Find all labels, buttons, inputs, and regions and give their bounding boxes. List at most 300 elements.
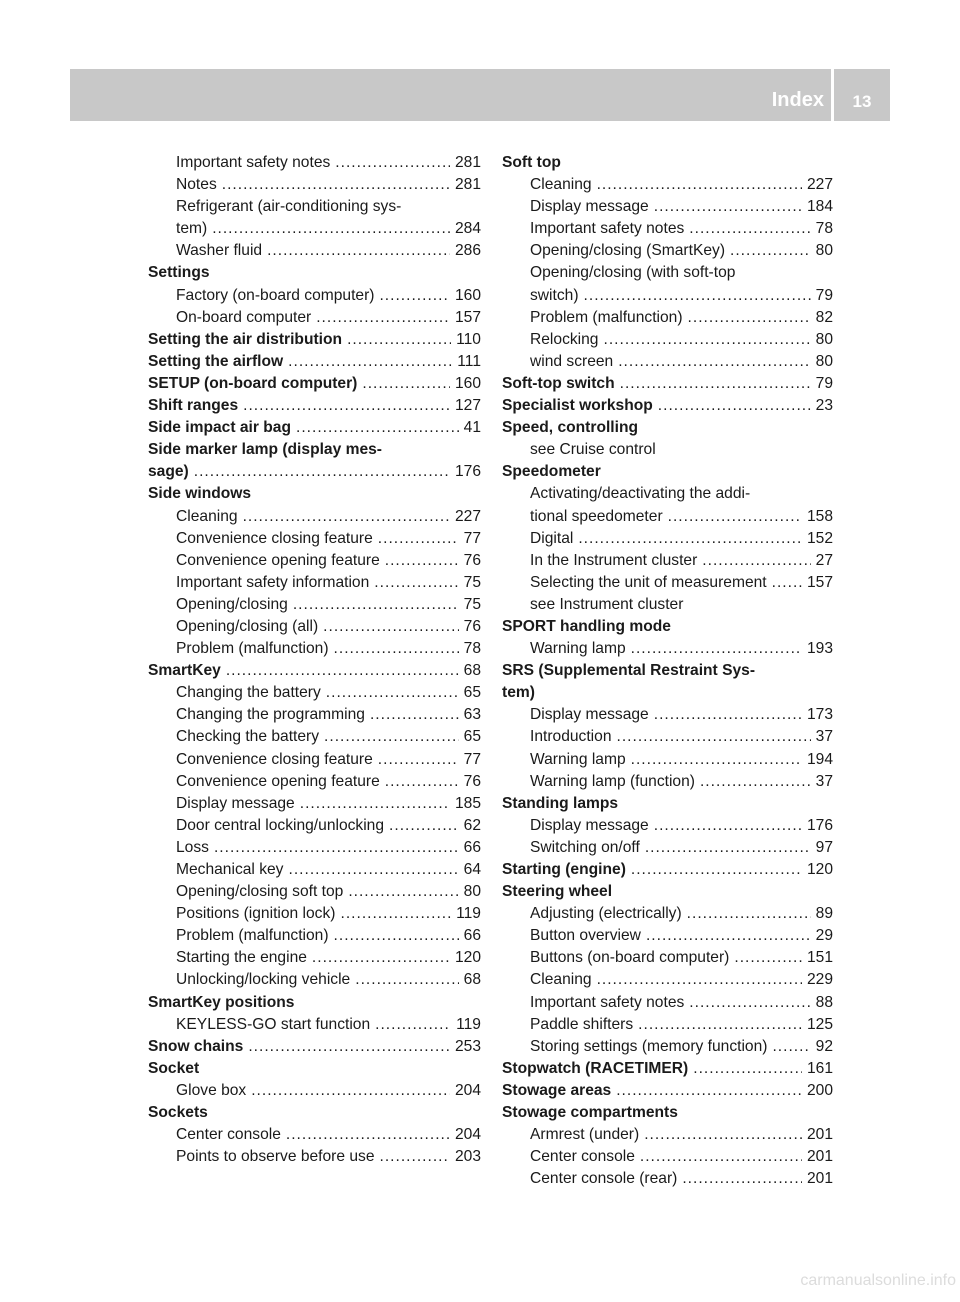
page-ref: 125 xyxy=(806,1015,833,1033)
page-ref: 204 xyxy=(454,1081,481,1099)
index-subentry xyxy=(502,483,833,505)
index-entry xyxy=(148,439,481,461)
dot-leader xyxy=(730,240,811,262)
index-subentry xyxy=(502,903,833,925)
index-term: tional speedometer xyxy=(530,507,663,525)
page-ref: 157 xyxy=(454,308,481,326)
index-subentry xyxy=(148,285,481,307)
dot-leader xyxy=(654,196,802,218)
page-ref: 88 xyxy=(815,993,833,1011)
index-term: SETUP (on-board computer) xyxy=(148,374,358,392)
page-ref: 184 xyxy=(806,198,833,216)
dot-leader xyxy=(385,771,459,793)
index-subentry xyxy=(148,903,481,925)
index-term: Opening/closing xyxy=(176,595,288,613)
index-subentry xyxy=(148,307,481,329)
page-ref: 62 xyxy=(463,816,481,834)
index-entry xyxy=(502,1080,833,1102)
index-subentry xyxy=(148,969,481,991)
index-entry xyxy=(148,1102,481,1124)
dot-leader xyxy=(700,771,811,793)
page-ref: 92 xyxy=(815,1037,833,1055)
index-entry xyxy=(502,417,833,439)
index-entry xyxy=(148,483,481,505)
index-subentry xyxy=(502,947,833,969)
dot-leader xyxy=(654,704,802,726)
page-ref: 110 xyxy=(456,330,481,348)
index-term: Positions (ignition lock) xyxy=(176,905,336,923)
dot-leader xyxy=(286,1124,450,1146)
dot-leader xyxy=(693,1058,802,1080)
dot-leader xyxy=(603,329,810,351)
index-term: Important safety notes xyxy=(530,993,685,1011)
page-ref: 89 xyxy=(815,905,833,923)
index-subentry xyxy=(502,550,833,572)
page-ref: 157 xyxy=(806,573,833,591)
page-ref: 161 xyxy=(806,1059,833,1077)
dot-leader xyxy=(620,373,811,395)
index-subentry xyxy=(148,837,481,859)
dot-leader xyxy=(293,594,459,616)
page-ref: 68 xyxy=(463,662,481,680)
index-subentry xyxy=(502,174,833,196)
index-entry xyxy=(502,1058,833,1080)
page-ref: 64 xyxy=(463,861,481,878)
page-ref: 27 xyxy=(815,551,833,569)
index-subentry xyxy=(148,925,481,947)
index-subentry xyxy=(502,1168,833,1190)
index-term: Settings xyxy=(148,264,210,282)
index-term: Introduction xyxy=(530,728,612,746)
page-ref: 76 xyxy=(463,551,481,569)
index-entry xyxy=(148,351,481,373)
page-ref: 80 xyxy=(463,883,481,901)
index-entry xyxy=(148,1036,481,1058)
index-subentry xyxy=(502,218,833,240)
index-term: Side impact air bag xyxy=(148,419,291,437)
dot-leader xyxy=(334,638,459,660)
dot-leader xyxy=(334,925,459,947)
index-term: Convenience opening feature xyxy=(176,551,380,569)
index-entry xyxy=(148,461,481,483)
dot-leader xyxy=(631,749,802,771)
index-entry xyxy=(502,660,833,682)
index-term: Side marker lamp (display mes- xyxy=(148,441,383,459)
index-subentry xyxy=(148,815,481,837)
index-subentry xyxy=(502,196,833,218)
index-entry xyxy=(148,992,481,1014)
index-term: In the Instrument cluster xyxy=(530,551,698,569)
index-subentry xyxy=(148,152,481,174)
page-ref: 185 xyxy=(454,794,481,812)
dot-leader xyxy=(378,749,459,771)
page-ref: 158 xyxy=(806,507,833,525)
index-term: Refrigerant (air-conditioning sys- xyxy=(176,198,402,216)
index-subentry xyxy=(502,771,833,793)
index-term: Changing the programming xyxy=(176,706,365,724)
dot-leader xyxy=(296,417,459,439)
index-subentry xyxy=(502,749,833,771)
index-subentry xyxy=(148,881,481,903)
dot-leader xyxy=(370,704,459,726)
index-term: Digital xyxy=(530,529,574,547)
dot-leader xyxy=(347,329,451,351)
dot-leader xyxy=(702,550,810,572)
index-term: Buttons (on-board computer) xyxy=(530,949,730,967)
index-term: Checking the battery xyxy=(176,728,320,746)
dot-leader xyxy=(267,240,450,262)
dot-leader xyxy=(682,1168,802,1190)
index-subentry xyxy=(502,704,833,726)
index-entry xyxy=(502,373,833,395)
index-subentry xyxy=(148,594,481,616)
index-column-right xyxy=(502,152,833,1190)
index-subentry xyxy=(148,528,481,550)
index-subentry xyxy=(148,726,481,748)
index-subentry xyxy=(502,1146,833,1168)
page-ref: 76 xyxy=(463,772,481,790)
page-ref: 253 xyxy=(454,1037,481,1055)
dot-leader xyxy=(243,506,450,528)
index-term: Notes xyxy=(176,176,217,194)
index-term: Standing lamps xyxy=(502,794,619,812)
dot-leader xyxy=(362,373,450,395)
index-entry xyxy=(148,1058,481,1080)
page-ref: 75 xyxy=(463,573,481,591)
index-entry xyxy=(502,1102,833,1124)
index-subentry xyxy=(502,969,833,991)
index-term: Important safety notes xyxy=(530,220,685,238)
dot-leader xyxy=(300,793,450,815)
index-entry xyxy=(148,660,481,682)
page-ref: 41 xyxy=(463,419,481,437)
index-entry xyxy=(502,395,833,417)
index-entry xyxy=(502,616,833,638)
page-ref: 80 xyxy=(815,330,833,348)
index-term: Opening/closing (all) xyxy=(176,617,319,635)
index-subentry xyxy=(502,925,833,947)
index-subentry xyxy=(148,704,481,726)
dot-leader xyxy=(243,395,450,417)
dot-leader xyxy=(251,1080,450,1102)
index-term: Points to observe before use xyxy=(176,1148,375,1166)
index-subentry xyxy=(502,594,833,616)
index-term: see Instrument cluster xyxy=(530,595,684,613)
index-term: Display message xyxy=(176,794,295,812)
index-term: Warning lamp xyxy=(530,750,626,768)
page-ref: 23 xyxy=(815,397,833,415)
page-ref: 65 xyxy=(463,728,481,746)
index-term: Display message xyxy=(530,706,649,724)
index-subentry xyxy=(148,1124,481,1146)
index-subentry xyxy=(148,174,481,196)
index-term: SmartKey positions xyxy=(148,993,295,1011)
index-column-left xyxy=(148,152,481,1168)
index-entry xyxy=(148,329,481,351)
dot-leader xyxy=(597,174,802,196)
dot-leader xyxy=(222,174,450,196)
index-term: Soft-top switch xyxy=(502,374,615,392)
index-term: Starting (engine) xyxy=(502,861,626,878)
index-term: SmartKey xyxy=(148,662,221,680)
page-ref: 200 xyxy=(806,1081,833,1099)
index-subentry xyxy=(502,528,833,550)
page-ref: 65 xyxy=(463,684,481,702)
index-term: SRS (Supplemental Restraint Sys- xyxy=(502,662,756,680)
page-ref: 120 xyxy=(454,949,481,967)
index-subentry xyxy=(502,992,833,1014)
index-subentry xyxy=(502,240,833,262)
index-subentry xyxy=(148,616,481,638)
dot-leader xyxy=(378,528,459,550)
index-term: Speedometer xyxy=(502,463,601,481)
index-entry xyxy=(502,859,833,881)
index-subentry xyxy=(502,638,833,660)
index-subentry xyxy=(148,682,481,704)
index-term: Unlocking/locking vehicle xyxy=(176,971,351,989)
dot-leader xyxy=(578,528,802,550)
dot-leader xyxy=(668,506,802,528)
page-ref: 80 xyxy=(815,242,833,260)
page-ref: 201 xyxy=(806,1126,833,1144)
index-subentry xyxy=(502,837,833,859)
index-subentry xyxy=(502,439,833,461)
dot-leader xyxy=(631,859,802,881)
page-ref: 75 xyxy=(463,595,481,613)
index-term: Specialist workshop xyxy=(502,397,653,415)
dot-leader xyxy=(355,969,458,991)
page-ref: 63 xyxy=(463,706,481,724)
dot-leader xyxy=(638,1014,802,1036)
index-subentry xyxy=(502,815,833,837)
page-title: Index xyxy=(771,89,824,111)
index-term: Stowage compartments xyxy=(502,1104,678,1122)
dot-leader xyxy=(597,969,802,991)
page-ref: 119 xyxy=(456,1015,481,1033)
index-subentry xyxy=(502,351,833,373)
index-term: Switching on/off xyxy=(530,838,640,856)
dot-leader xyxy=(335,152,450,174)
page-ref: 77 xyxy=(463,750,481,768)
index-subentry xyxy=(148,1080,481,1102)
index-entry xyxy=(148,262,481,284)
page-ref: 119 xyxy=(456,905,481,923)
dot-leader xyxy=(340,903,451,925)
index-term: Glove box xyxy=(176,1081,247,1099)
index-term: Problem (malfunction) xyxy=(176,927,329,945)
page-ref: 79 xyxy=(815,374,833,392)
page-ref: 66 xyxy=(463,927,481,945)
dot-leader xyxy=(212,218,450,240)
page-ref: 79 xyxy=(815,286,833,304)
index-subentry xyxy=(148,240,481,262)
index-term: see Cruise control xyxy=(530,441,656,459)
index-entry xyxy=(148,395,481,417)
index-term: Convenience closing feature xyxy=(176,529,373,547)
page-ref: 77 xyxy=(463,529,481,547)
index-term: Button overview xyxy=(530,927,641,945)
index-term: tem) xyxy=(176,220,208,238)
page-ref: 176 xyxy=(806,816,833,834)
dot-leader xyxy=(375,1014,451,1036)
index-subentry xyxy=(148,771,481,793)
index-term: Washer fluid xyxy=(176,242,263,260)
index-term: wind screen xyxy=(530,352,614,370)
dot-leader xyxy=(617,726,811,748)
index-subentry xyxy=(148,793,481,815)
dot-leader xyxy=(658,395,811,417)
index-term: Convenience opening feature xyxy=(176,772,380,790)
index-term: Center console (rear) xyxy=(530,1170,678,1188)
index-subentry xyxy=(148,572,481,594)
page-ref: 160 xyxy=(454,374,481,392)
index-subentry xyxy=(148,506,481,528)
dot-leader xyxy=(374,572,458,594)
dot-leader xyxy=(324,726,459,748)
index-subentry xyxy=(502,1014,833,1036)
page-number: 13 xyxy=(852,92,872,111)
index-term: Adjusting (electrically) xyxy=(530,905,682,923)
dot-leader xyxy=(734,947,802,969)
index-entry xyxy=(502,152,833,174)
index-entry xyxy=(502,881,833,903)
index-subentry xyxy=(148,1014,481,1036)
index-term: switch) xyxy=(530,286,579,304)
index-term: Opening/closing (with soft-top xyxy=(530,264,736,282)
watermark: carmanualsonline.info xyxy=(800,1272,956,1289)
index-term: Problem (malfunction) xyxy=(530,308,683,326)
index-term: Snow chains xyxy=(148,1037,244,1055)
index-term: Starting the engine xyxy=(176,949,307,967)
index-term: Center console xyxy=(176,1126,281,1144)
index-entry xyxy=(148,417,481,439)
index-term: Stowage areas xyxy=(502,1081,612,1099)
page-ref: 127 xyxy=(454,397,481,415)
page-ref: 37 xyxy=(815,772,833,790)
page-ref: 66 xyxy=(463,838,481,856)
page-ref: 120 xyxy=(806,861,833,878)
page-ref: 201 xyxy=(806,1170,833,1188)
index-term: Center console xyxy=(530,1148,635,1166)
index-subentry xyxy=(502,726,833,748)
index-subentry xyxy=(148,550,481,572)
index-term: Important safety information xyxy=(176,573,370,591)
page-ref: 68 xyxy=(463,971,481,989)
index-subentry xyxy=(148,749,481,771)
index-term: Important safety notes xyxy=(176,154,331,171)
index-term: Paddle shifters xyxy=(530,1015,634,1033)
page-ref: 284 xyxy=(454,220,481,238)
page-ref: 204 xyxy=(454,1126,481,1144)
dot-leader xyxy=(772,1036,810,1058)
page-ref: 29 xyxy=(815,927,833,945)
index-subentry xyxy=(502,572,833,594)
index-term: On-board computer xyxy=(176,308,312,326)
index-subentry xyxy=(148,1146,481,1168)
page-ref: 176 xyxy=(454,463,481,481)
index-subentry xyxy=(502,329,833,351)
dot-leader xyxy=(389,815,459,837)
page-ref: 173 xyxy=(806,706,833,724)
index-subentry xyxy=(148,859,481,881)
page-ref: 111 xyxy=(457,352,481,370)
dot-leader xyxy=(644,1124,802,1146)
dot-leader xyxy=(640,1146,802,1168)
index-entry xyxy=(502,682,833,704)
dot-leader xyxy=(689,992,810,1014)
index-subentry xyxy=(148,638,481,660)
index-term: Steering wheel xyxy=(502,883,613,901)
index-term: Display message xyxy=(530,198,649,216)
page-ref: 78 xyxy=(815,220,833,238)
dot-leader xyxy=(248,1036,450,1058)
page-ref: 151 xyxy=(806,949,833,967)
dot-leader xyxy=(326,682,459,704)
page-ref: 281 xyxy=(454,154,481,171)
index-term: Mechanical key xyxy=(176,861,284,878)
dot-leader xyxy=(688,307,811,329)
index-subentry xyxy=(148,196,481,218)
dot-leader xyxy=(194,461,450,483)
index-subentry xyxy=(502,1124,833,1146)
page-ref: 203 xyxy=(454,1148,481,1166)
index-term: SPORT handling mode xyxy=(502,617,671,635)
index-term: Door central locking/unlocking xyxy=(176,816,385,834)
index-term: KEYLESS-GO start function xyxy=(176,1015,371,1033)
index-term: Soft top xyxy=(502,154,561,171)
index-term: Activating/deactivating the addi- xyxy=(530,485,751,503)
page-ref: 76 xyxy=(463,617,481,635)
index-term: Factory (on-board computer) xyxy=(176,286,375,304)
index-term: Cleaning xyxy=(176,507,238,525)
index-term: Selecting the unit of measurement xyxy=(530,573,767,591)
index-term: tem) xyxy=(502,684,535,702)
dot-leader xyxy=(288,859,458,881)
index-term: Convenience closing feature xyxy=(176,750,373,768)
dot-leader xyxy=(689,218,810,240)
dot-leader xyxy=(645,837,811,859)
page-ref: 160 xyxy=(454,286,481,304)
index-term: Setting the airflow xyxy=(148,352,284,370)
dot-leader xyxy=(631,638,802,660)
index-term: Side windows xyxy=(148,485,252,503)
dot-leader xyxy=(584,285,811,307)
dot-leader xyxy=(226,660,459,682)
index-term: Loss xyxy=(176,838,209,856)
dot-leader xyxy=(654,815,802,837)
index-term: Socket xyxy=(148,1059,200,1077)
dot-leader xyxy=(312,947,450,969)
index-term: Warning lamp (function) xyxy=(530,772,695,790)
dot-leader xyxy=(646,925,811,947)
index-term: Stopwatch (RACETIMER) xyxy=(502,1059,689,1077)
index-subentry xyxy=(502,285,833,307)
index-term: Shift ranges xyxy=(148,397,239,415)
index-term: Sockets xyxy=(148,1104,208,1122)
dot-leader xyxy=(385,550,459,572)
dot-leader xyxy=(323,616,458,638)
index-entry xyxy=(148,373,481,395)
index-term: Armrest (under) xyxy=(530,1126,640,1144)
page-ref: 37 xyxy=(815,728,833,746)
index-subentry xyxy=(502,307,833,329)
page-ref: 227 xyxy=(806,176,833,194)
dot-leader xyxy=(687,903,811,925)
index-term: Setting the air distribution xyxy=(148,330,343,348)
index-term: Relocking xyxy=(530,330,599,348)
dot-leader xyxy=(348,881,458,903)
index-subentry xyxy=(502,1036,833,1058)
